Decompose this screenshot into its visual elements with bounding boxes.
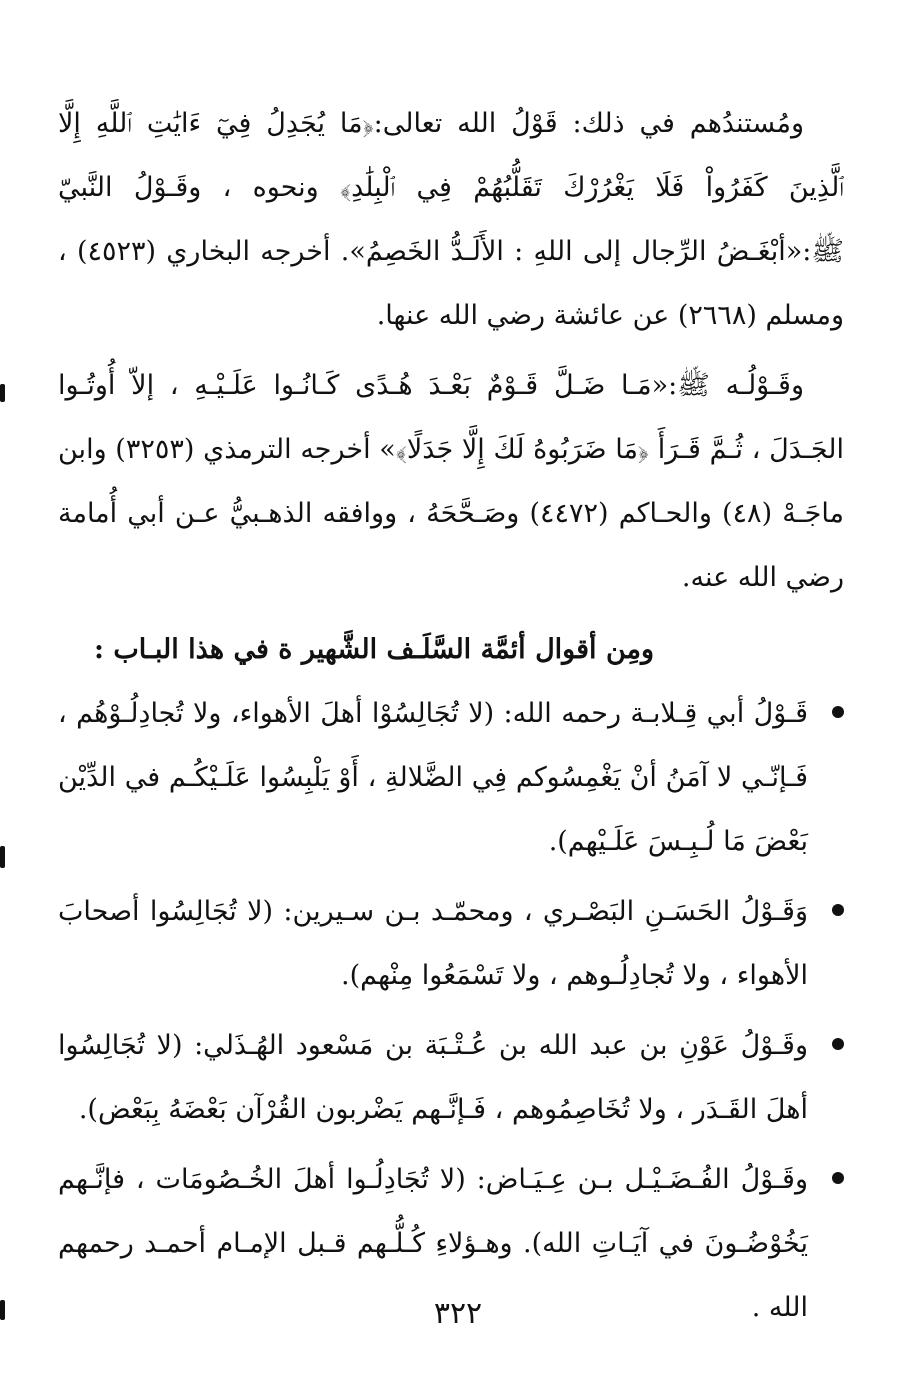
- scan-edge-mark: [0, 1300, 5, 1320]
- quote-text: وقَـوْلُ عَوْنِ بن عبد الله بن عُـتْـبَة بن مَسْعود الهُـذَلي: (لا تُجَالِسُوا أهلَ القَـدَر ، ولا تُخَاصِمُوهم ، فَـإنَّـهم يَضْربون القُرْآن بَعْضَهُ بِبَعْض).: [58, 1030, 808, 1125]
- bullet-icon: [832, 1038, 844, 1050]
- quote-text: وقَـوْلُ الفُـضَـيْـل بـن عِـيَـاض: (لا تُجَادِلُـوا أهلَ الخُـصُومَات ، فإنَّـهم يَخُوْضُـونَ في آيَـاتِ الله). وهـؤلاءِ كُـلُّـهم قـبل الإمـام أحمـد رحمهم الله .: [58, 1164, 808, 1323]
- quote-text: قَـوْلُ أبي قِـلابـة رحمه الله: (لا تُجَالِسُوْا أهلَ الأهواء، ولا تُجادِلُـوْهُم ، فَـإنّـي لا آمَنُ أنْ يَغْمِسُوكم فِي الضَّلالةِ ، أَوْ يَلْبِسُوا عَلَـيْكُـم في الدِّيْن بَعْضَ مَا لُـبِـسَ عَلَـيْهم).: [58, 698, 808, 857]
- bullet-icon: [832, 1172, 844, 1184]
- quote-text: وَقَـوْلُ الحَسَـنِ البَصْـري ، ومحمّـد بـن سـيرين: (لا تُجَالِسُوا أصحابَ الأهواء ، ولا تُجادِلُـوهم ، ولا تَسْمَعُوا مِنْهم).: [58, 896, 808, 991]
- page-body: [58, 92, 844, 1346]
- bullet-icon: [832, 706, 844, 718]
- list-item: [58, 682, 844, 874]
- list-item: [58, 1014, 844, 1142]
- intro-paragraph: ومُستندُهم في ذلك: قَوْلُ الله تعالى:﴿مَا يُجَدِلُ فِيٓ ءَايَٰتِ ٱللَّهِ إِلَّا ٱلَّذِينَ كَفَرُواْ فَلَا يَغْرُرْكَ تَقَلُّبُهُمْ فِي ٱلْبِلَٰدِ﴾ ونحوه ، وقَـوْلُ النَّبيّ ﷺ:«أبْغَـضُ الرِّجال إلى اللهِ : الأَلَـدُّ الخَصِمُ». أخرجه البخاري (٤٥٢٣) ، ومسلم (٢٦٦٨) عن عائشة رضي الله عنها.: [58, 108, 844, 331]
- quotes-list: [58, 682, 844, 1340]
- scan-edge-mark: [0, 846, 5, 868]
- bullet-icon: [832, 904, 844, 916]
- hadith-paragraph: وقَـوْلُـه ﷺ:«مَـا ضَـلَّ قَـوْمٌ بَعْـدَ هُـدًى كَـانُـوا عَلَـيْـهِ ، إلاّ أُوتُـوا الجَـدَلَ ، ثُـمَّ قَـرَأَ ﴿مَا ضَرَبُوهُ لَكَ إِلَّا جَدَلًا﴾» أخرجه الترمذي (٣٢٥٣) وابن ماجَـهْ (٤٨) والحـاكم (٤٤٧٢) وصَـحَّحَهُ ، ووافقه الذهـبيُّ عـن أبي أُمامة رضي الله عنه.: [58, 370, 845, 593]
- page-number: ٣٢٢: [433, 1296, 483, 1331]
- scan-edge-mark: [0, 384, 5, 402]
- list-item: [58, 880, 844, 1008]
- section-heading: ومِن أقوال أئمَّة السَّلَـف الشَّهير ة في هذا البـاب :: [93, 634, 654, 665]
